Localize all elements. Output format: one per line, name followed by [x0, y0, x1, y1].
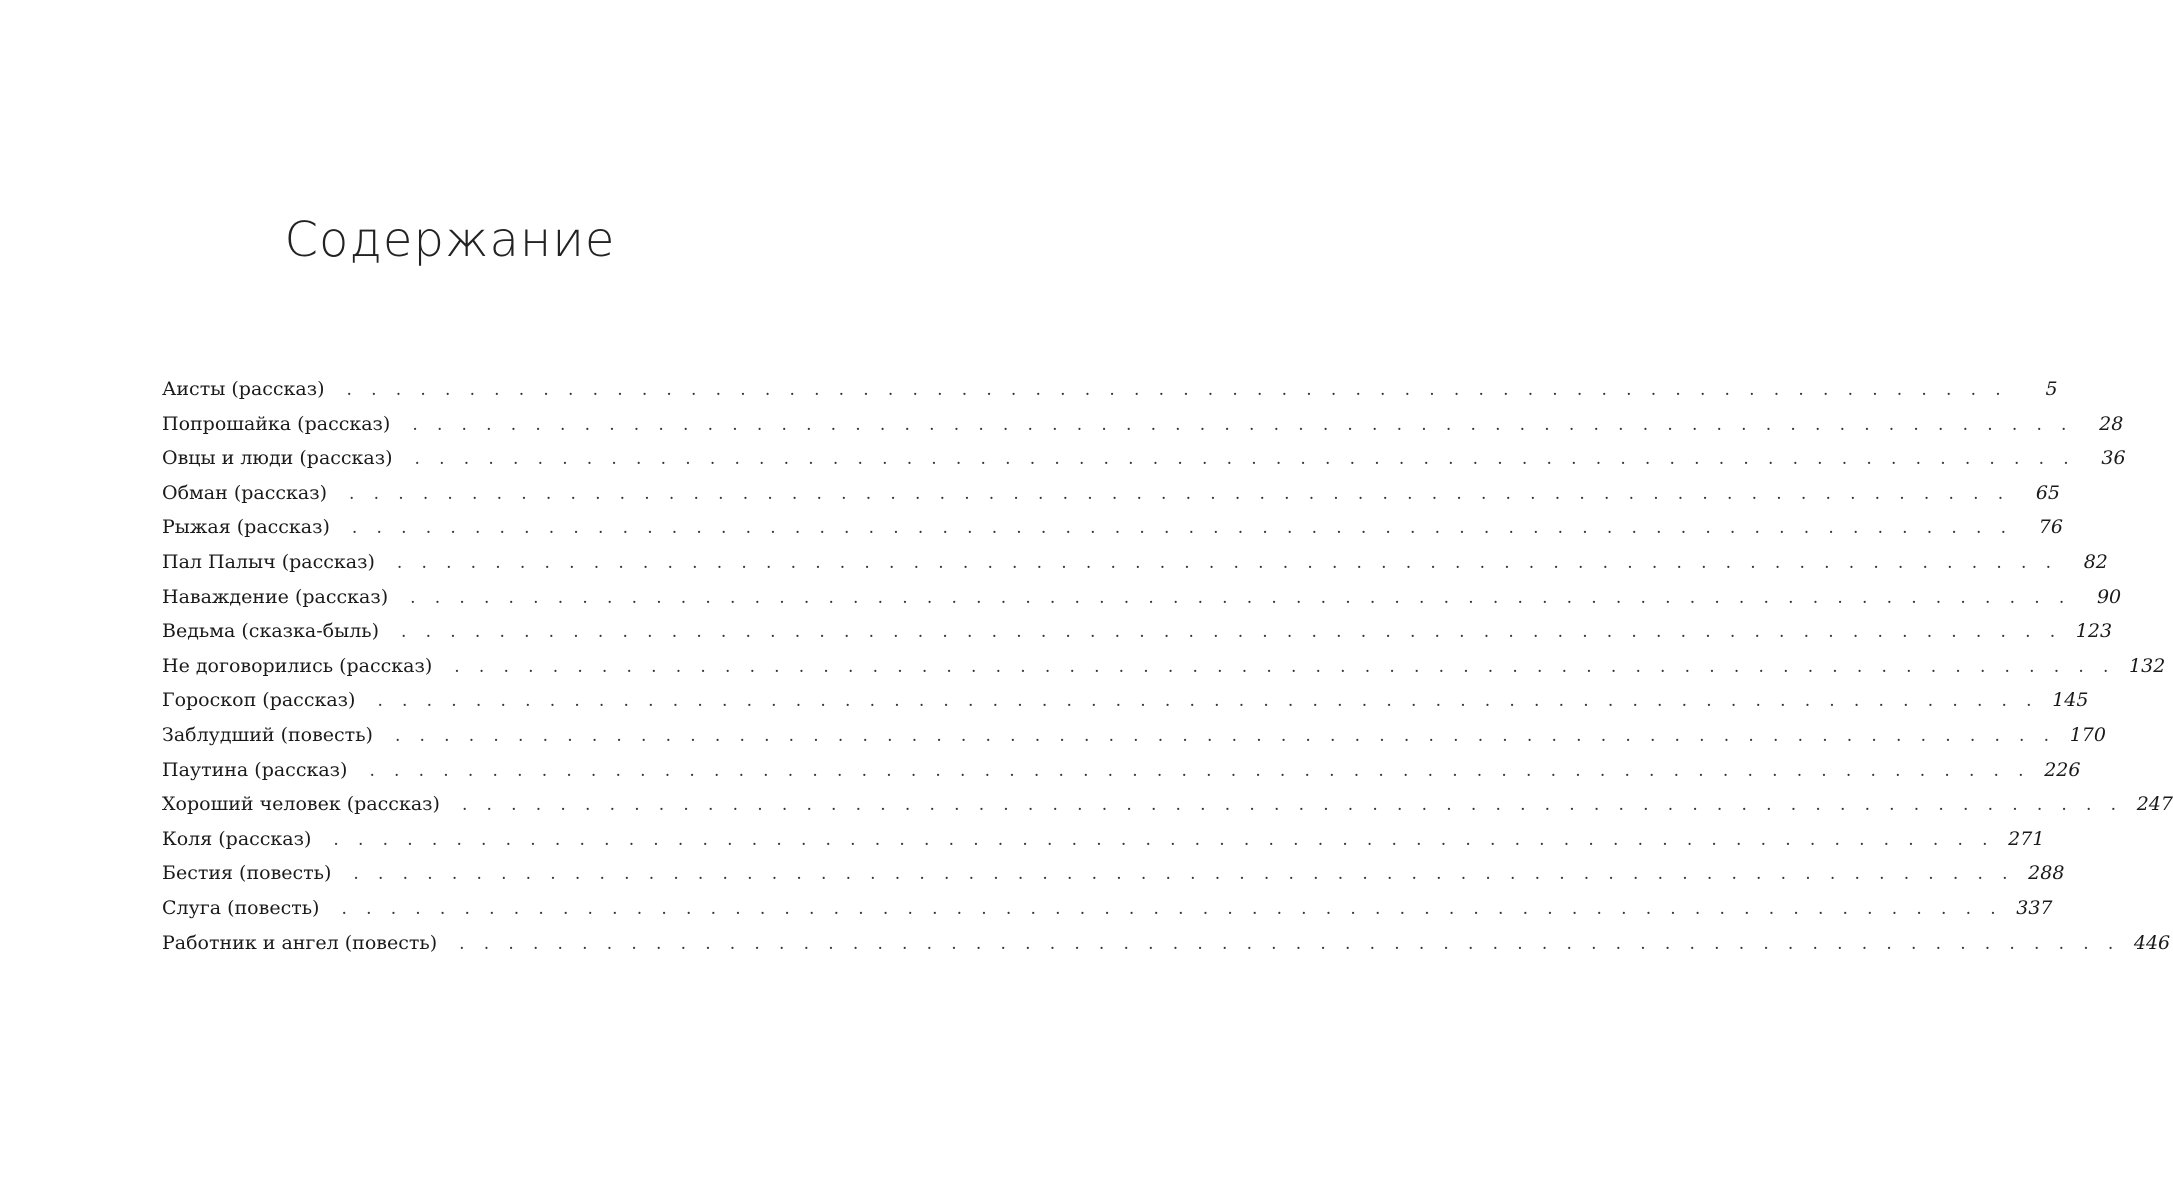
dot-leader: . . . . . . . . . . . . . . . . . . . . . . . . . . . . . . . . . . . . . . . . . . . . . . . . . . . . . . . . . . . . . . . . . . . .	[394, 725, 2056, 746]
toc-page-number: 36	[2101, 447, 2126, 470]
toc-page-number: 337	[2016, 896, 2053, 919]
toc-entry	[162, 409, 2124, 444]
dot-leader: . . . . . . . . . . . . . . . . . . . . . . . . . . . . . . . . . . . . . . . . . . . . . . . . . . . . . . . . . . . . . . . . . . . .	[349, 483, 2011, 504]
toc-page-number: 90	[2096, 585, 2122, 608]
dot-leader: . . . . . . . . . . . . . . . . . . . . . . . . . . . . . . . . . . . . . . . . . . . . . . . . . . . . . . . . . . . . . . . . . . . .	[346, 380, 2008, 400]
toc-entry	[162, 547, 2108, 582]
toc-entry	[162, 374, 2058, 409]
toc-page-number: 82	[2083, 550, 2108, 573]
toc-entry	[162, 858, 2065, 893]
dot-leader: . . . . . . . . . . . . . . . . . . . . . . . . . . . . . . . . . . . . . . . . . . . . . . . . . . . . . . . . . . . . . . . . . . . .	[454, 656, 2116, 677]
toc-page-number: 28	[2099, 412, 2124, 435]
toc-entry	[162, 512, 2063, 547]
toc-entry	[162, 443, 2126, 478]
toc-entry-title: Аисты (рассказ)	[162, 378, 325, 400]
dot-leader: . . . . . . . . . . . . . . . . . . . . . . . . . . . . . . . . . . . . . . . . . . . . . . . . . . . . . . . . . . . . . . . . . . . .	[396, 552, 2058, 573]
toc-entry-title: Паутина (рассказ)	[162, 758, 348, 781]
toc-entry-title: Ведьма (сказка-быль)	[162, 620, 380, 643]
dot-leader: . . . . . . . . . . . . . . . . . . . . . . . . . . . . . . . . . . . . . . . . . . . . . . . . . . . . . . . . . . . . . . . . . . . .	[414, 449, 2076, 470]
table-of-contents	[162, 374, 2173, 962]
toc-entry	[162, 685, 2089, 720]
dot-leader: . . . . . . . . . . . . . . . . . . . . . . . . . . . . . . . . . . . . . . . . . . . . . . . . . . . . . . . . . . . . . . . . . . . .	[459, 933, 2121, 954]
toc-entry	[162, 478, 2061, 513]
toc-entry-title: Работник и ангел (повесть)	[162, 931, 438, 954]
toc-entry-title: Хороший человек (рассказ)	[162, 793, 440, 816]
dot-leader: . . . . . . . . . . . . . . . . . . . . . . . . . . . . . . . . . . . . . . . . . . . . . . . . . . . . . . . . . . . . . . . . . . . .	[410, 587, 2072, 608]
toc-entry-title: Обман (рассказ)	[162, 481, 327, 504]
dot-leader: . . . . . . . . . . . . . . . . . . . . . . . . . . . . . . . . . . . . . . . . . . . . . . . . . . . . . . . . . . . . . . . . . . . .	[369, 760, 2031, 781]
toc-entry	[162, 616, 2113, 651]
toc-entry-title: Гороскоп (рассказ)	[162, 689, 356, 712]
toc-entry-title: Заблудший (повесть)	[162, 723, 373, 746]
toc-page-number: 65	[2035, 481, 2061, 504]
toc-entry	[162, 755, 2081, 790]
dot-leader: . . . . . . . . . . . . . . . . . . . . . . . . . . . . . . . . . . . . . . . . . . . . . . . . . . . . . . . . . . . . . . . . . . . .	[351, 518, 2013, 539]
toc-entry-title: Не договорились (рассказ)	[162, 654, 433, 677]
toc-entry	[162, 582, 2122, 617]
dot-leader: . . . . . . . . . . . . . . . . . . . . . . . . . . . . . . . . . . . . . . . . . . . . . . . . . . . . . . . . . . . . . . . . . . . .	[377, 691, 2039, 712]
page-title: Содержание	[284, 212, 616, 268]
dot-leader: . . . . . . . . . . . . . . . . . . . . . . . . . . . . . . . . . . . . . . . . . . . . . . . . . . . . . . . . . . . . . . . . . . . .	[401, 622, 2063, 643]
toc-entry-title: Слуга (повесть)	[162, 896, 320, 919]
dot-leader: . . . . . . . . . . . . . . . . . . . . . . . . . . . . . . . . . . . . . . . . . . . . . . . . . . . . . . . . . . . . . . . . . . . .	[412, 414, 2074, 435]
toc-page-number: 123	[2075, 620, 2113, 643]
toc-page-number: 5	[2045, 378, 2058, 400]
dot-leader: . . . . . . . . . . . . . . . . . . . . . . . . . . . . . . . . . . . . . . . . . . . . . . . . . . . . . . . . . . . . . . . . . . . .	[461, 795, 2123, 816]
toc-page-number: 446	[2133, 931, 2171, 954]
toc-entry	[162, 928, 2171, 963]
toc-page-number: 247	[2136, 793, 2173, 816]
dot-leader: . . . . . . . . . . . . . . . . . . . . . . . . . . . . . . . . . . . . . . . . . . . . . . . . . . . . . . . . . . . . . . . . . . . .	[341, 898, 2003, 919]
toc-entry-title: Рыжая (рассказ)	[162, 516, 330, 539]
toc-page-number: 76	[2038, 516, 2063, 539]
toc-entry-title: Коля (рассказ)	[162, 827, 312, 850]
toc-entry-title: Пал Палыч (рассказ)	[162, 550, 375, 573]
toc-entry	[162, 720, 2106, 755]
toc-entry-title: Бестия (повесть)	[162, 862, 332, 885]
toc-page-number: 132	[2129, 654, 2166, 677]
toc-entry-title: Овцы и люди (рассказ)	[162, 447, 393, 470]
toc-entry	[162, 893, 2053, 928]
toc-page-number: 271	[2008, 827, 2045, 850]
toc-page-number: 145	[2052, 689, 2089, 712]
toc-entry-title: Попрошайка (рассказ)	[162, 412, 391, 435]
toc-entry-title: Наваждение (рассказ)	[162, 585, 389, 608]
toc-page-number: 170	[2069, 723, 2106, 746]
dot-leader: . . . . . . . . . . . . . . . . . . . . . . . . . . . . . . . . . . . . . . . . . . . . . . . . . . . . . . . . . . . . . . . . . . . .	[353, 864, 2015, 885]
toc-page-number: 288	[2028, 862, 2065, 885]
dot-leader: . . . . . . . . . . . . . . . . . . . . . . . . . . . . . . . . . . . . . . . . . . . . . . . . . . . . . . . . . . . . . . . . . . . .	[333, 829, 1995, 850]
toc-entry	[162, 824, 2045, 859]
toc-entry	[162, 789, 2173, 824]
toc-entry	[162, 651, 2166, 686]
toc-page-number: 226	[2044, 758, 2081, 781]
